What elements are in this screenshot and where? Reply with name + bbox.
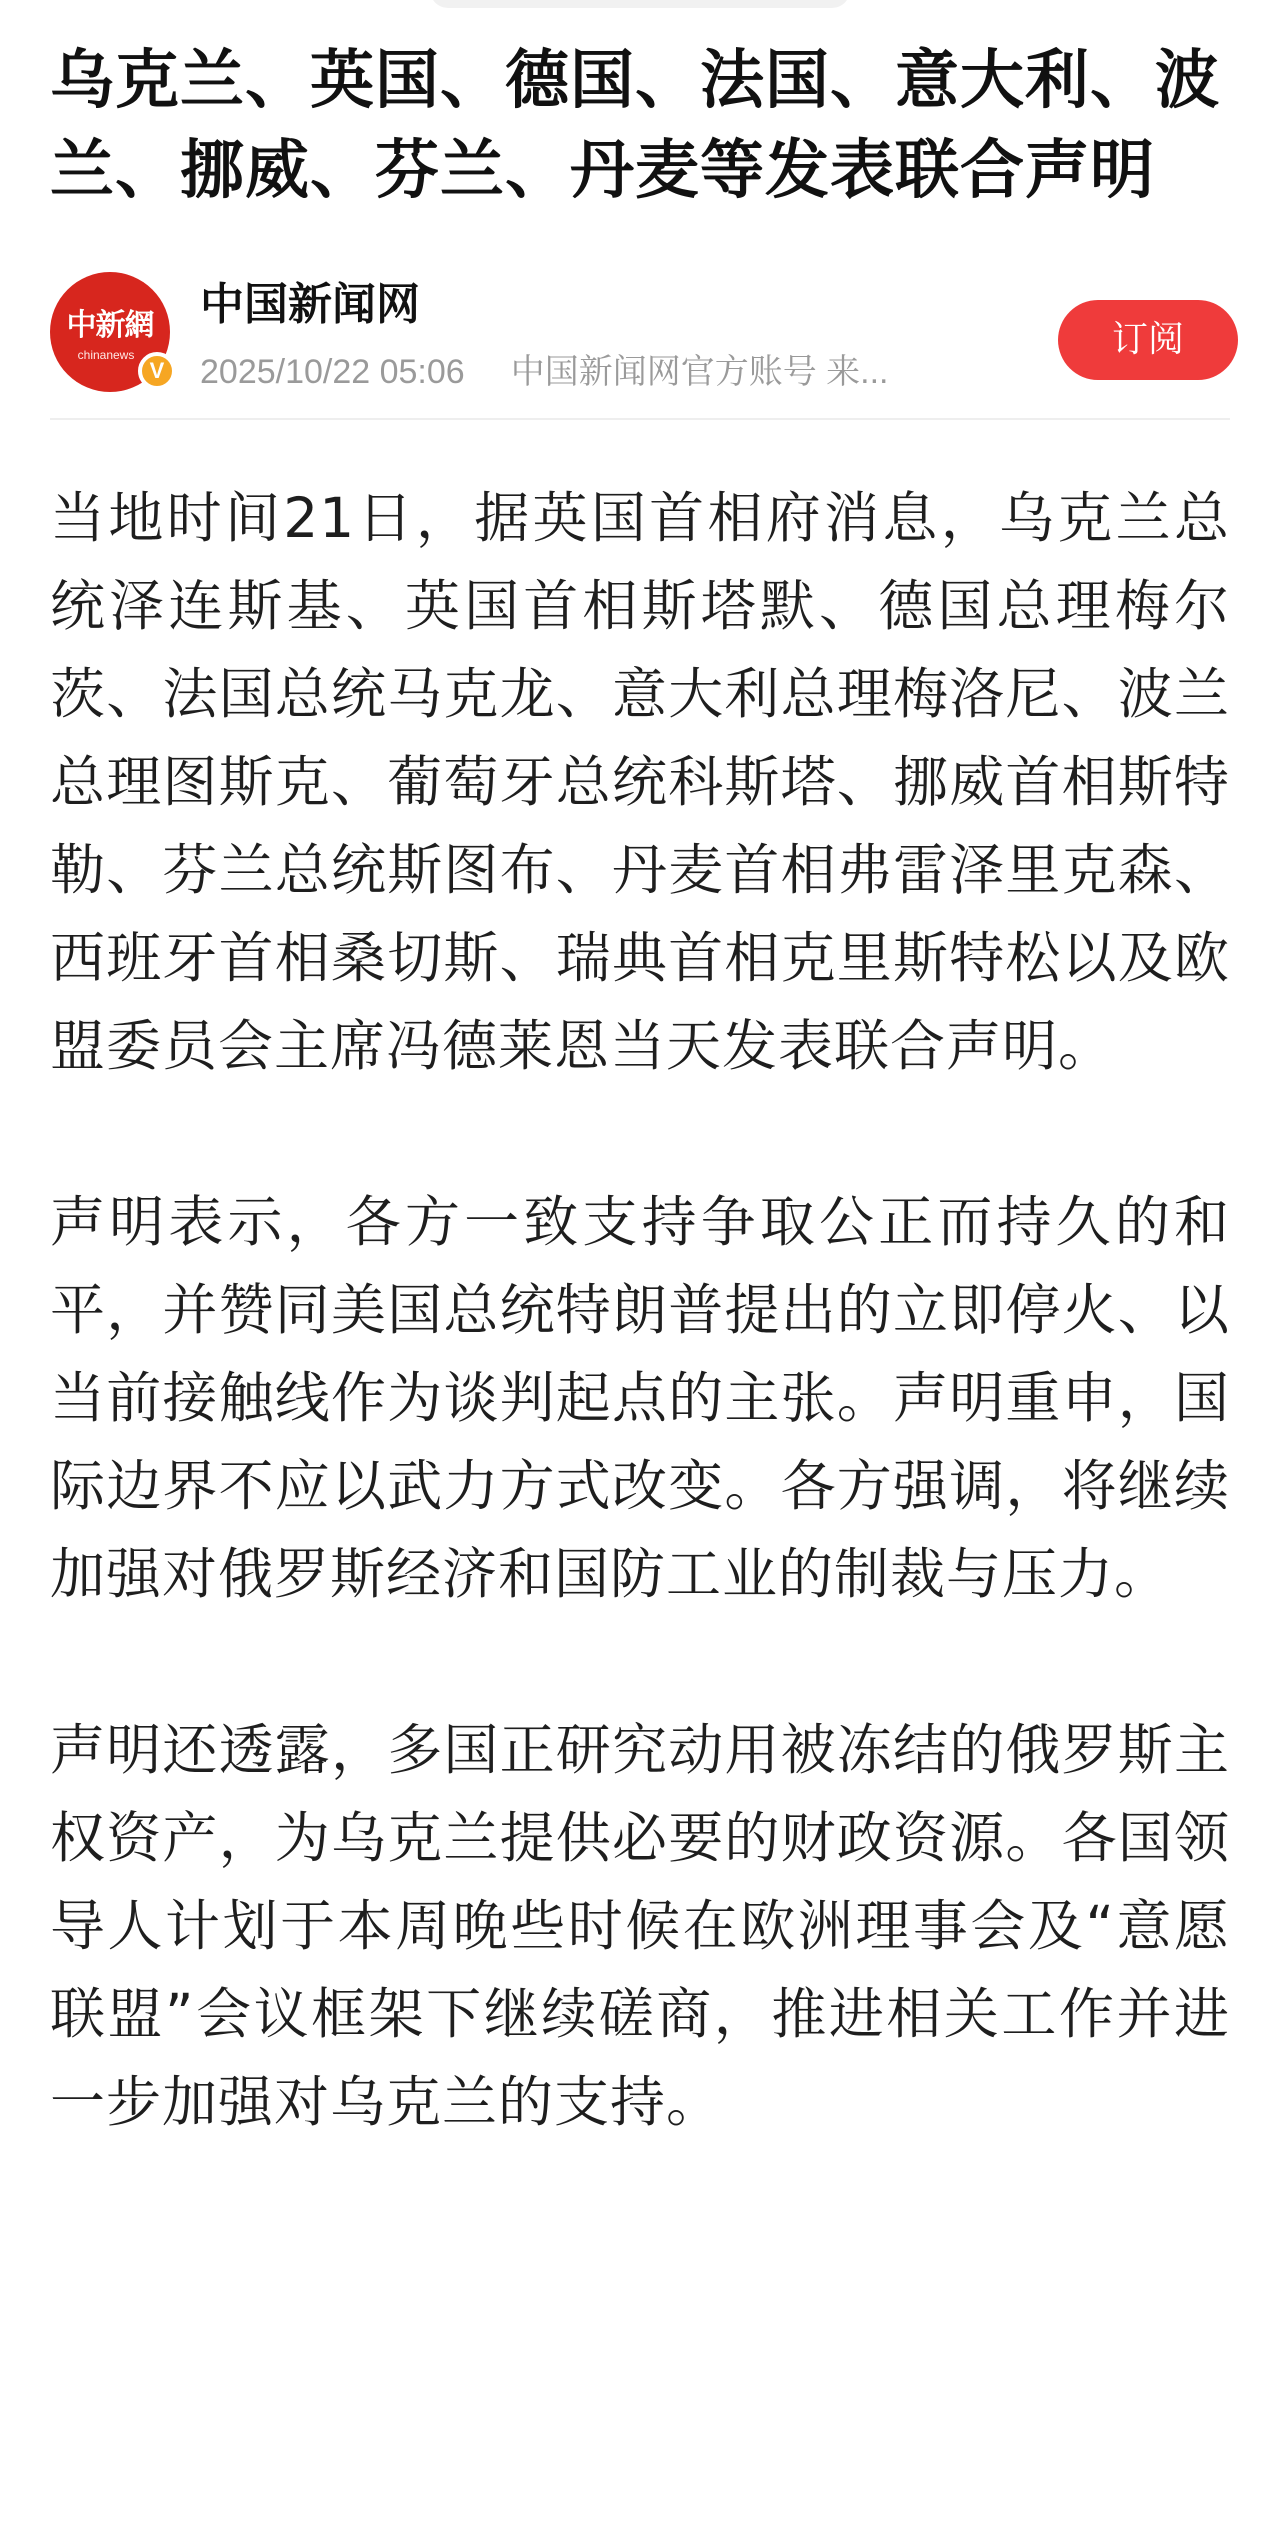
subscribe-button[interactable]: 订阅	[1058, 300, 1238, 380]
publish-time: 2025/10/22 05:06	[200, 353, 465, 391]
source-header	[50, 262, 1230, 402]
source-avatar[interactable]	[50, 272, 170, 392]
article-paragraph: 当地时间21日，据英国首相府消息，乌克兰总统泽连斯基、英国首相斯塔默、德国总理梅尔茨、法国总统马克龙、意大利总理梅洛尼、波兰总理图斯克、葡萄牙总统科斯塔、挪威首相斯特勒、芬兰总统斯图布、丹麦首相弗雷泽里克森、西班牙首相桑切斯、瑞典首相克里斯特松以及欧盟委员会主席冯德莱恩当天发表联合声明。	[50, 486, 1230, 1078]
top-handle	[430, 0, 850, 8]
header-divider	[50, 418, 1230, 420]
chinanews-logo-subtext: chinanews	[77, 348, 135, 362]
article-container	[50, 36, 1230, 2234]
article-title: 乌克兰、英国、德国、法国、意大利、波兰、挪威、芬兰、丹麦等发表联合声明	[50, 44, 1220, 208]
verified-icon: V	[138, 352, 176, 390]
source-meta	[200, 350, 920, 394]
article-paragraph: 声明表示，各方一致支持争取公正而持久的和平，并赞同美国总统特朗普提出的立即停火、以当前接触线作为谈判起点的主张。声明重申，国际边界不应以武力方式改变。各方强调，将继续加强对俄罗斯经济和国防工业的制裁与压力。	[50, 1190, 1230, 1606]
article-paragraph: 声明还透露，多国正研究动用被冻结的俄罗斯主权资产，为乌克兰提供必要的财政资源。各国领导人计划于本周晚些时候在欧洲理事会及“意愿联盟”会议框架下继续磋商，推进相关工作并进一步加强对乌克兰的支持。	[50, 1718, 1230, 2134]
article-body	[50, 474, 1230, 2146]
chinanews-logo: 中新網	[66, 308, 154, 343]
source-account: 中国新闻网官方账号 来...	[510, 353, 889, 391]
source-name[interactable]: 中国新闻网	[200, 279, 420, 330]
